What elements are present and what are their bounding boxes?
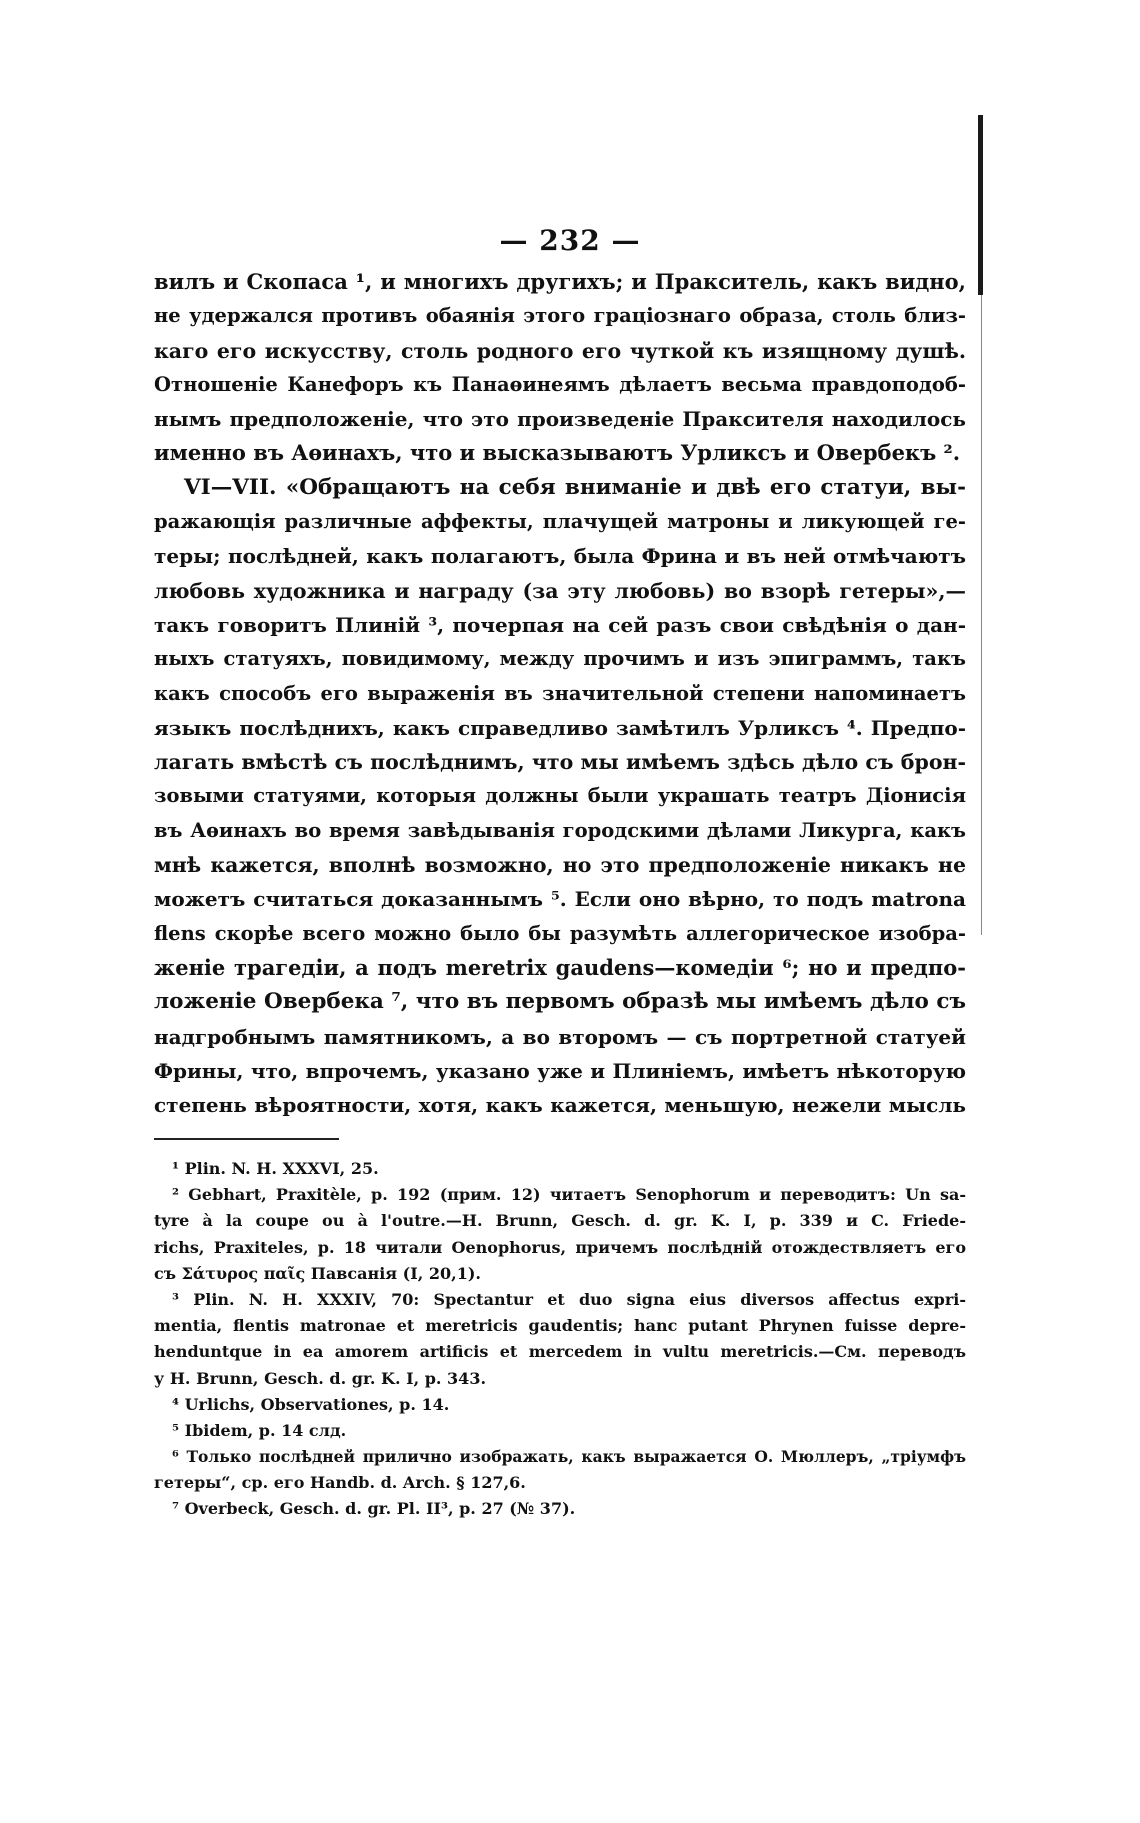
text-line: какъ способъ его выраженія въ значительной степени напоминаетъ: [154, 681, 966, 705]
text-line: мнѣ кажется, вполнѣ возможно, но это предположеніе никакъ не: [154, 853, 966, 878]
text-line: любовь художника и награду (за эту любовь) во взорѣ гетеры»,—: [154, 578, 966, 603]
text-line: теры; послѣдней, какъ полагаютъ, была Фрина и въ ней отмѣчаютъ: [154, 544, 966, 569]
text-line: ложеніе Овербека ⁷, что въ первомъ образѣ мы имѣемъ дѣло съ: [154, 989, 966, 1015]
footnote-line: у H. Brunn, Gesch. d. gr. K. I, p. 343.: [154, 1368, 487, 1388]
footnotes: [154, 1156, 966, 1523]
text-line: нымъ предположеніе, что это произведеніе Праксителя находилось: [154, 407, 966, 432]
text-line: именно въ Аѳинахъ, что и высказываютъ Урликсъ и Овербекъ ².: [154, 440, 961, 466]
page-number: — 232 —: [499, 224, 641, 257]
main-text: [154, 265, 966, 1122]
text-line: вилъ и Скопаса ¹, и многихъ другихъ; и Пракситель, какъ видно,: [154, 269, 966, 294]
text-line: женіе трагедіи, а подъ meretrix gaudens—комедіи ⁶; но и предпо-: [154, 954, 966, 980]
footnote-line: съ Σάτυρος παῖς Павсанія (I, 20,1).: [154, 1263, 481, 1283]
text-line: такъ говоритъ Плиній ³, почерпая на сей разъ свои свѣдѣнія о дан-: [154, 612, 966, 637]
footnote-line: mentia, flentis matronae et meretricis gaudentis; hanc putant Phrynen fuisse depre-: [154, 1316, 966, 1336]
footnote-line: henduntque in ea amorem artificis et mercedem in vultu meretricis.—См. переводъ: [154, 1342, 966, 1362]
footnote-line: ³ Plin. N. H. XXXIV, 70: Spectantur et duo signa eius diversos affectus expri-: [172, 1289, 966, 1309]
footnote-separator: [154, 1138, 339, 1140]
text-line: ражающія различные аффекты, плачущей матроны и ликующей ге-: [154, 510, 966, 534]
footnote-line: ⁶ Только послѣдней прилично изображать, какъ выражается О. Мюллеръ, „тріумфъ: [172, 1447, 966, 1467]
footnote-line: ² Gebhart, Praxitèle, p. 192 (прим. 12) читаетъ Senophorum и переводитъ: Un sa-: [172, 1185, 966, 1205]
text-line: можетъ считаться доказаннымъ ⁵. Если оно вѣрно, то подъ matrona: [154, 887, 966, 912]
footnote-line: ¹ Plin. N. H. XXXVI, 25.: [172, 1159, 379, 1178]
text-line: Отношеніе Канефоръ къ Панаѳинеямъ дѣлаетъ весьма правдоподоб-: [154, 372, 966, 396]
footnote-line: richs, Praxiteles, p. 18 читали Oenophorus, причемъ послѣдній отождествляетъ его: [154, 1237, 966, 1257]
text-line: VI—VII. «Обращаютъ на себя вниманіе и двѣ его статуи, вы-: [184, 474, 966, 500]
text-line: степень вѣроятности, хотя, какъ кажется, меньшую, нежели мысль: [154, 1093, 966, 1118]
footnote-line: ⁵ Ibidem, p. 14 слд.: [172, 1420, 347, 1440]
text-line: ныхъ статуяхъ, повидимому, между прочимъ и изъ эпиграммъ, такъ: [154, 647, 966, 671]
text-line: flens скорѣе всего можно было бы разумѣть аллегорическое изобра-: [154, 921, 966, 945]
text-line: лагать вмѣстѣ съ послѣднимъ, что мы имѣемъ здѣсь дѣло съ брон-: [154, 750, 966, 775]
footnote-line: tyre à la coupe ou à l'outre.—H. Brunn, Gesch. d. gr. K. I, p. 339 и C. Friede-: [154, 1211, 966, 1231]
footnote-line: гетеры“, ср. его Handb. d. Arch. § 127,6.: [154, 1473, 526, 1493]
text-line: каго его искусству, столь родного его чуткой къ изящному душѣ.: [154, 338, 966, 363]
text-line: языкъ послѣднихъ, какъ справедливо замѣтилъ Урликсъ ⁴. Предпо-: [154, 715, 966, 740]
footnote-line: ⁷ Overbeck, Gesch. d. gr. Pl. II³, p. 27 (№ 37).: [172, 1499, 576, 1519]
text-line: въ Аѳинахъ во время завѣдыванія городскими дѣлами Ликурга, какъ: [154, 818, 966, 842]
binding-edge-mark: [978, 115, 983, 295]
text-line: Фрины, что, впрочемъ, указано уже и Плиніемъ, имѣетъ нѣкоторую: [154, 1058, 966, 1083]
text-line: не удержался противъ обаянія этого граціознаго образа, столь близ-: [154, 304, 966, 328]
text-line: зовыми статуями, которыя должны были украшать театръ Діонисія: [154, 784, 966, 808]
footnote-line: ⁴ Urlichs, Observationes, p. 14.: [172, 1394, 450, 1414]
text-line: надгробнымъ памятникомъ, а во второмъ — съ портретной статуей: [154, 1024, 966, 1049]
binding-edge-line: [981, 295, 982, 935]
